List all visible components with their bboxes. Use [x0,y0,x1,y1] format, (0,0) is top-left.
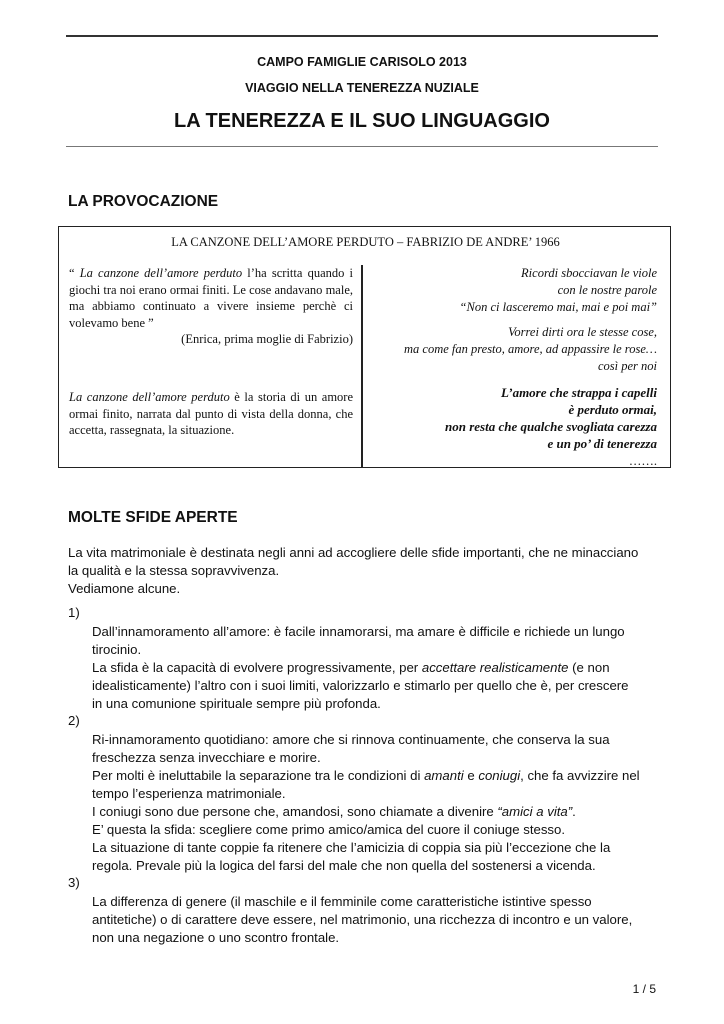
song-quote-box [58,226,671,468]
lyrics-stanza-1 [369,265,657,316]
item-number-3: 3) [68,875,80,890]
lyric-line: così per noi [597,359,657,373]
quote-paragraph: “ La canzone dell’amore perduto l’ha scritta quando i giochi tra noi erano ormai finiti. Le cose andavano male, ma abbiamo continuato a vivere insieme perchè ci volevamo bene ” (Enrica, prima moglie di Fabrizio) [69,266,353,346]
description-paragraph: La canzone dell’amore perduto è la storia di un amore ormai finito, narrata dal punto di vista della donna, che accetta, rassegnata, la situazione. [69,390,354,437]
song-title-quote: La canzone dell’amore perduto [79,266,243,280]
lyric-line: L’amore che strappa i capelli [501,385,657,400]
lyric-line: con le nostre parole [557,283,657,297]
title-rule [66,146,658,147]
box-title: LA CANZONE DELL’AMORE PERDUTO – FABRIZIO DE ANDRE’ 1966 [171,235,560,249]
page-number: 1 / 5 [632,982,656,996]
lyrics-stanza-3 [369,384,657,452]
column-divider [361,265,363,468]
header-line-1: CAMPO FAMIGLIE CARISOLO 2013 [257,55,467,69]
page-title: LA TENEREZZA E IL SUO LINGUAGGIO [174,110,550,132]
lyric-line: e un po’ di tenerezza [547,436,657,451]
section-title-sfide: MOLTE SFIDE APERTE [68,509,238,526]
lyric-line: Ricordi sbocciavan le viole [521,266,657,280]
lyric-line: “Non ci lasceremo mai, mai e poi mai” [459,300,657,314]
item-body-1: Dall’innamoramento all’amore: è facile innamorarsi, ma amare è difficile e richiede un lungo tirocinio. La sfida è la capacità di evolvere progressivamente, per accettare realisticamente (e non idealisticamente) l’altro con i suoi limiti, valorizzarlo e stimarlo per quello che è, per crescere in una comunione spirituale sempre più profonda. [92,624,629,711]
top-rule [66,35,658,37]
lyric-line: ma come fan presto, amore, ad appassire le rose… [404,342,657,356]
song-title-desc: La canzone dell’amore perduto [69,390,230,404]
item-body-3: La differenza di genere (il maschile e il femminile come caratteristiche istintive spesso antitetiche) o di carattere deve essere, nel matrimonio, una ricchezza di incontro e un valore, non una negazione o uno scontro frontale. [92,894,633,945]
attribution: (Enrica, prima moglie di Fabrizio) [181,332,353,346]
item-body-2: Ri-innamoramento quotidiano: amore che si rinnova continuamente, che conserva la sua freschezza senza invecchiare e morire. Per molti è ineluttabile la separazione tra le condizioni di amanti e coniugi, che fa avvizzire nel tempo l’esperienza matrimoniale. I coniugi sono due persone che, amandosi, sono chiamate a divenire “amici a vita”. E’ questa la sfida: scegliere come primo amico/amica del cuore il coniuge stesso. La situazione di tante coppie fa ritenere che l’amicizia di coppia sia più l’eccezione che la regola. Prevale più la logica del farsi del male che non quella del sostenersi a vicenda. [92,732,640,873]
section-title-provocazione: LA PROVOCAZIONE [68,193,219,210]
lyric-line: è perduto ormai, [568,402,657,417]
item-number-2: 2) [68,713,80,728]
lyric-line: non resta che qualche svogliata carezza [445,419,657,434]
item-number-1: 1) [68,605,80,620]
lyrics-ellipsis: ……. [628,454,657,468]
intro-paragraph: La vita matrimoniale è destinata negli anni ad accogliere delle sfide importanti, che ne minacciano la qualità e la stessa sopravvivenza. Vediamone alcune. [68,545,639,596]
header-line-2: VIAGGIO NELLA TENEREZZA NUZIALE [245,81,479,95]
lyrics-stanza-2 [369,324,657,375]
lyric-line: Vorrei dirti ora le stesse cose, [508,325,657,339]
